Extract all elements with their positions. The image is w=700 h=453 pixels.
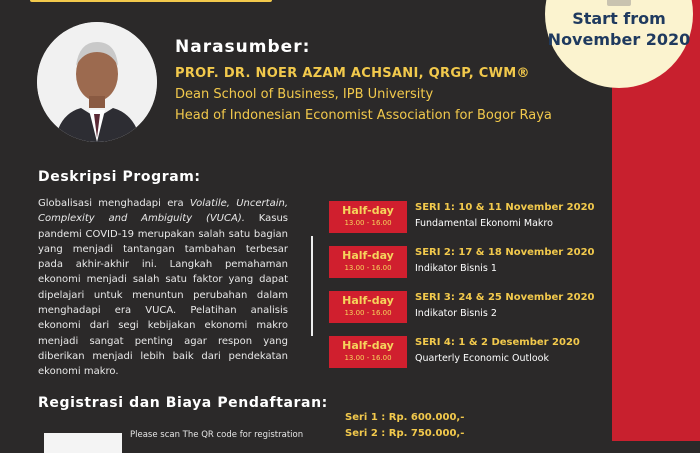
desc-italic: Volatile, Uncertain, Complexity and Ambiguity (VUCA). [38, 198, 289, 225]
series-title: SERI 4: 1 & 2 Desember 2020 [415, 337, 580, 348]
badge-time: 13.00 - 16.00 [344, 309, 392, 317]
series-subtitle: Fundamental Ekonomi Makro [415, 218, 553, 229]
series-subtitle: Indikator Bisnis 2 [415, 308, 497, 319]
series-title: SERI 2: 17 & 18 November 2020 [415, 247, 595, 258]
half-day-badge [329, 291, 407, 323]
series-item [329, 201, 609, 237]
series-title: SERI 1: 10 & 11 November 2020 [415, 202, 595, 213]
badge-time: 13.00 - 16.00 [344, 219, 392, 227]
desc-part-1: Globalisasi menghadapi era [38, 198, 190, 209]
program-description [38, 196, 288, 380]
series-item [329, 291, 609, 327]
start-date-line1: Start from [572, 9, 666, 28]
qr-code[interactable] [44, 433, 122, 453]
speaker-role-2: Head of Indonesian Economist Association for Bogor Raya [175, 108, 552, 123]
speaker-heading: Narasumber: [175, 37, 311, 57]
series-item [329, 336, 609, 372]
calendar-icon [607, 0, 631, 6]
badge-label: Half-day [342, 339, 394, 352]
start-date-line2: November 2020 [547, 30, 691, 49]
price-series-1: Seri 1 : Rp. 600.000,- [345, 412, 465, 423]
speaker-name: PROF. DR. NOER AZAM ACHSANI, QRGP, CWM® [175, 66, 530, 81]
speaker-photo [37, 22, 157, 142]
badge-label: Half-day [342, 294, 394, 307]
price-series-2: Seri 2 : Rp. 750.000,- [345, 428, 465, 439]
badge-label: Half-day [342, 204, 394, 217]
registration-heading: Registrasi dan Biaya Pendaftaran: [38, 395, 328, 411]
desc-part-2: Kasus pandemi COVID-19 merupakan salah satu bagian yang menjadi tantangan tambahan terbesar pada akhir-akhir ini. Langkah pemahaman ekonomi menjadi salah satu faktor yang dapat dipelajari untuk menuntun perubahan dalam menghadapi era VUCA. Pelatihan analisis ekonomi dari segi kebijakan ekonomi makro menjadi sangat penting agar respon yang diberikan menjadi lebih baik dari pendekatan ekonomi makro. [38, 213, 288, 378]
top-yellow-bar [30, 0, 272, 2]
series-subtitle: Quarterly Economic Outlook [415, 353, 549, 364]
badge-label: Half-day [342, 249, 394, 262]
half-day-badge [329, 201, 407, 233]
series-title: SERI 3: 24 & 25 November 2020 [415, 292, 595, 303]
speaker-role-1: Dean School of Business, IPB University [175, 87, 434, 102]
vertical-divider [311, 236, 313, 336]
series-subtitle: Indikator Bisnis 1 [415, 263, 497, 274]
half-day-badge [329, 336, 407, 368]
qr-note: Please scan The QR code for registration [130, 430, 304, 440]
half-day-badge [329, 246, 407, 278]
program-heading: Deskripsi Program: [38, 169, 201, 185]
badge-time: 13.00 - 16.00 [344, 354, 392, 362]
series-item [329, 246, 609, 282]
badge-time: 13.00 - 16.00 [344, 264, 392, 272]
